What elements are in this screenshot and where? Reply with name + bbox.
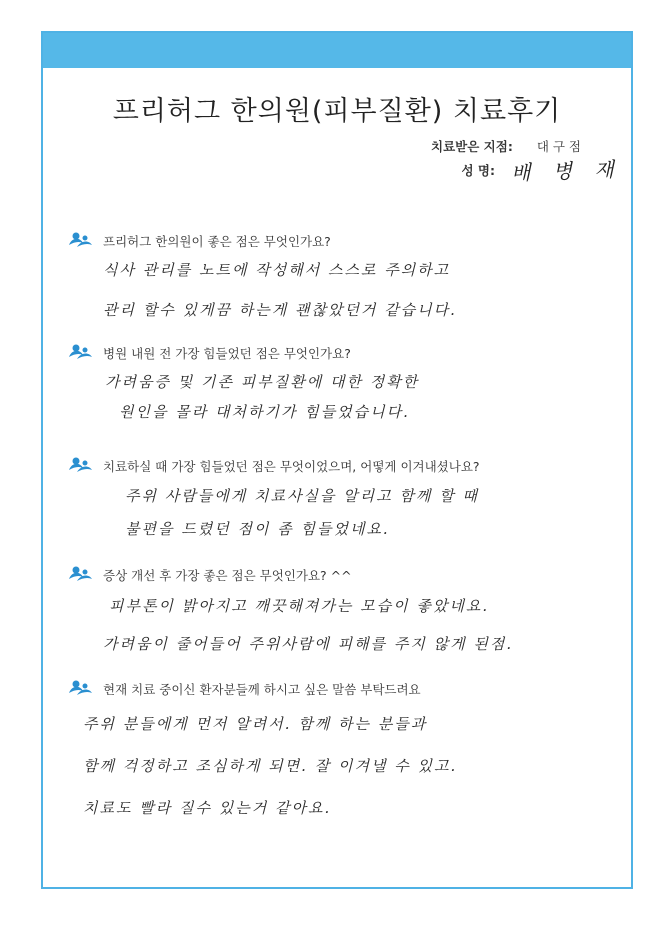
question-2 — [67, 343, 607, 363]
question-3-text: 치료하실 때 가장 힘들었던 점은 무엇이었으며, 어떻게 이겨내셨나요? — [103, 459, 480, 474]
question-4 — [67, 565, 607, 585]
header-bar — [43, 33, 631, 68]
question-1-text: 프리허그 한의원이 좋은 점은 무엇인가요? — [103, 234, 331, 249]
branch-label: 치료받은 지점: — [431, 139, 513, 154]
form-title: 프리허그 한의원(피부질환) 치료후기 — [112, 96, 562, 127]
hug-logo-icon — [67, 343, 93, 363]
question-4-text: 증상 개선 후 가장 좋은 점은 무엇인가요? ^^ — [103, 568, 352, 583]
answer-1-line-2: 관리 할수 있게끔 하는게 괜찮았던거 같습니다. — [103, 301, 457, 319]
answer-3-line-1: 주위 사람들에게 치료사실을 알리고 함께 할 때 — [125, 487, 479, 505]
question-3 — [67, 456, 607, 476]
answer-1-line-1: 식사 관리를 노트에 작성해서 스스로 주의하고 — [103, 261, 451, 279]
answer-5-line-1: 주위 분들에게 먼저 알려서. 함께 하는 분들과 — [83, 715, 428, 733]
answer-5-line-2: 함께 걱정하고 조심하게 되면. 잘 이겨낼 수 있고. — [83, 757, 458, 775]
hug-logo-icon — [67, 231, 93, 251]
answer-3-line-2: 불편을 드렸던 점이 좀 힘들었네요. — [125, 520, 390, 538]
review-form — [41, 31, 633, 889]
hug-logo-icon — [67, 565, 93, 585]
answer-5-line-3: 치료도 빨라 질수 있는거 같아요. — [83, 799, 332, 817]
hug-logo-icon — [67, 679, 93, 699]
name-field — [461, 161, 495, 179]
answer-4-line-2: 가려움이 줄어들어 주위사람에 피해를 주지 않게 된점. — [103, 635, 514, 653]
branch-value: 대 구 점 — [536, 139, 581, 154]
answer-2-line-2: 원인을 몰라 대처하기가 힘들었습니다. — [119, 403, 410, 421]
name-label: 성 명: — [461, 163, 495, 178]
answer-2-line-1: 가려움증 및 기존 피부질환에 대한 정확한 — [105, 373, 420, 391]
question-5 — [67, 679, 607, 699]
question-1 — [67, 231, 607, 251]
question-5-text: 현재 치료 중이신 환자분들께 하시고 싶은 말씀 부탁드려요 — [103, 682, 421, 697]
name-signature: 배 병 재 — [510, 157, 623, 185]
branch-field — [431, 137, 581, 155]
hug-logo-icon — [67, 456, 93, 476]
answer-4-line-1: 피부톤이 밝아지고 깨끗해져가는 모습이 좋았네요. — [109, 597, 490, 615]
question-2-text: 병원 내원 전 가장 힘들었던 점은 무엇인가요? — [103, 346, 351, 361]
